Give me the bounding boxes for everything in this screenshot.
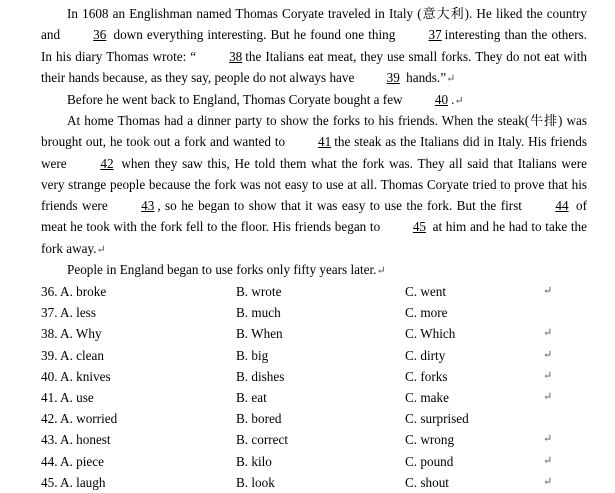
blank-41: 41 (318, 134, 332, 150)
paragraph-1 (41, 3, 587, 90)
paragraph-3 (41, 110, 587, 261)
blank-42: 42 (100, 155, 114, 171)
option-row-38 (41, 323, 571, 344)
option-b: B. dishes (236, 368, 285, 384)
option-c: C. dirty (405, 347, 446, 363)
text: , so he began to show that it was easy to use the fork. But the first (157, 198, 522, 214)
text: down everything interesting. But he found one thing (113, 27, 396, 43)
return-mark: ↵ (543, 369, 553, 382)
text: the steak as the Italians did in Italy. His friends were (41, 134, 588, 171)
text: At home Thomas had a dinner party to show the forks to his friends. When the steak(牛排) was brought out, he took out a fork and wanted to (41, 113, 587, 150)
option-row-37 (41, 302, 571, 323)
option-c: C. surprised (405, 411, 469, 427)
return-mark: ↵ (543, 475, 553, 488)
text: interesting than the others. In his diary Thomas wrote: “ (41, 27, 588, 64)
return-mark: ↵ (543, 285, 553, 297)
option-row-41 (41, 387, 571, 408)
return-mark: ↵ (454, 95, 464, 107)
option-b: B. bored (236, 411, 282, 427)
option-a: 39. A. clean (41, 347, 104, 363)
option-b: B. When (236, 326, 283, 342)
text: . (451, 92, 455, 107)
return-mark: ↵ (543, 327, 553, 340)
option-c: C. make (405, 389, 449, 405)
option-c: C. Which (405, 326, 456, 342)
option-b: B. big (236, 347, 269, 363)
option-b: B. look (236, 474, 275, 490)
option-row-40 (41, 366, 571, 387)
text: People in England began to use forks only fifty years later. (67, 262, 377, 277)
text: at him and he had to take the fork away. (41, 219, 587, 256)
return-mark: ↵ (543, 433, 553, 446)
return-mark: ↵ (446, 72, 456, 85)
blank-38: 38 (229, 48, 243, 64)
text: when they saw this, He told them what the fork was. They all said that Italians were very strange people because the fork was not easy to use at all. Thomas Coryate tried to prove that his friends were (41, 155, 587, 214)
option-row-39 (41, 345, 571, 366)
text: of meat he took with the fork fell to the floor. His friends began to (41, 198, 588, 235)
option-row-45 (41, 472, 571, 493)
option-row-43 (41, 429, 571, 450)
options-list (41, 281, 571, 493)
return-mark: ↵ (376, 265, 386, 277)
option-row-36 (41, 281, 571, 302)
option-a: 44. A. piece (41, 453, 104, 469)
blank-45: 45 (412, 219, 426, 235)
option-row-44 (41, 451, 571, 472)
option-row-42 (41, 408, 571, 429)
text: the Italians eat meat, they use small forks. They do not eat with their hands because, as they say, people do not always have (41, 48, 588, 85)
option-a: 42. A. worried (41, 411, 118, 427)
return-mark: ↵ (543, 348, 553, 361)
blank-40: 40 (434, 92, 449, 107)
option-b: B. much (236, 305, 281, 321)
option-b: B. eat (236, 389, 267, 405)
blank-36: 36 (93, 27, 107, 43)
option-c: C. more (405, 305, 448, 321)
option-a: 37. A. less (41, 305, 96, 321)
option-c: C. wrong (405, 432, 455, 448)
option-c: C. shout (405, 474, 449, 490)
return-mark: ↵ (543, 390, 553, 403)
option-a: 36. A. broke (41, 284, 107, 299)
option-a: 38. A. Why (41, 326, 102, 342)
option-a: 43. A. honest (41, 432, 111, 448)
blank-37: 37 (428, 27, 442, 43)
option-c: C. went (405, 284, 447, 299)
option-a: 41. A. use (41, 389, 94, 405)
return-mark: ↵ (96, 243, 106, 256)
option-c: C. pound (405, 453, 454, 469)
text: hands.” (406, 69, 447, 85)
blank-44: 44 (555, 198, 569, 214)
option-a: 40. A. knives (41, 368, 111, 384)
paragraph-2 (41, 89, 587, 112)
blank-39: 39 (386, 69, 400, 85)
option-c: C. forks (405, 368, 448, 384)
text: In 1608 an Englishman named Thomas Coryate traveled in Italy (意大利). He liked the country and (41, 6, 587, 43)
paragraph-4 (41, 259, 587, 282)
option-b: B. wrote (236, 284, 282, 299)
text: Before he went back to England, Thomas Coryate bought a few (67, 92, 403, 107)
option-a: 45. A. laugh (41, 474, 106, 490)
option-b: B. correct (236, 432, 288, 448)
option-b: B. kilo (236, 453, 272, 469)
return-mark: ↵ (543, 454, 553, 467)
blank-43: 43 (141, 198, 155, 214)
